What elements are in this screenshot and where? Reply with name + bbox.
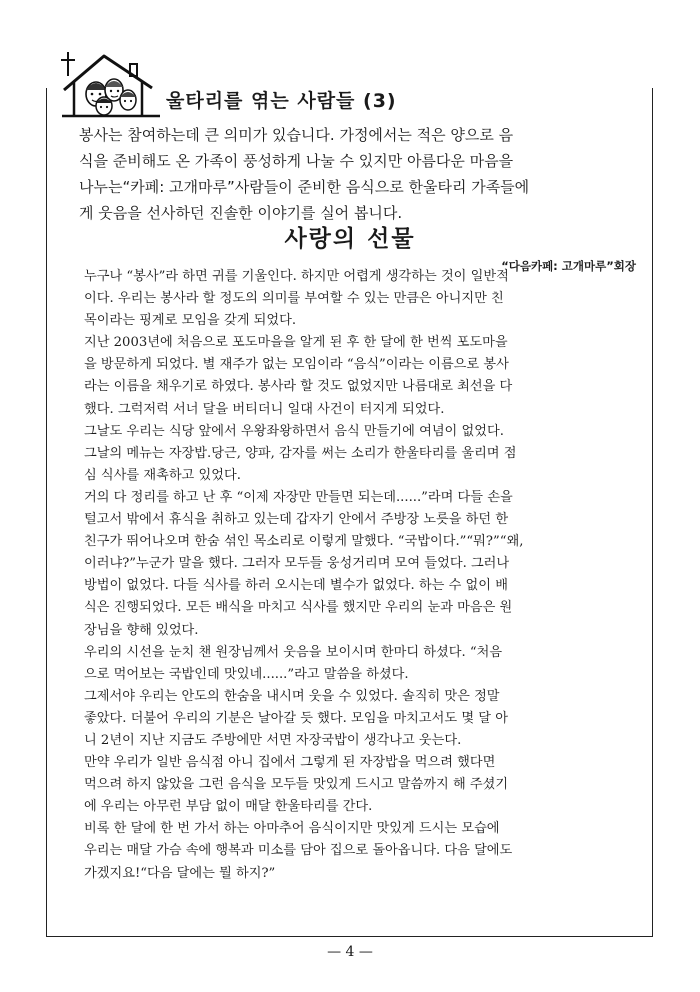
body-line: 가겠지요!“다음 달에는 뭘 하지?”: [84, 865, 276, 881]
body-line: 장님을 향해 있었다.: [84, 622, 199, 638]
body-line: 그날도 우리는 식당 앞에서 우왕좌왕하면서 음식 만들기에 여념이 없었다.: [84, 423, 504, 439]
body-line: 좋았다. 더불어 우리의 기분은 날아갈 듯 했다. 모임을 마치고서도 몇 달 아: [84, 710, 508, 726]
page-frame-bottom: [46, 936, 653, 937]
body-line: 비록 한 달에 한 번 가서 하는 아마추어 음식이지만 맛있게 드시는 모습에: [84, 821, 500, 837]
intro-line: 식을 준비해도 온 가족이 풍성하게 나눌 수 있지만 아름다운 마음을: [79, 152, 514, 170]
body-line: 목이라는 핑계로 모임을 갖게 되었다.: [84, 313, 297, 329]
body-line: 우리는 매달 가슴 속에 행복과 미소를 담아 집으로 돌아옵니다. 다음 달에도: [84, 843, 513, 859]
body-line: 방법이 없었다. 다들 식사를 하러 오시는데 별수가 없었다. 하는 수 없이 배: [84, 578, 508, 594]
page-frame-left: [46, 88, 47, 936]
house-family-logo-icon: [56, 50, 160, 118]
intro-paragraph: [79, 122, 635, 226]
intro-line: 나누는“카페: 고개마루”사람들이 준비한 음식으로 한울타리 가족들에: [79, 178, 530, 196]
story-title: 사랑의 선물: [284, 226, 416, 252]
body-line: 했다. 그럭저럭 서너 달을 버티더니 일대 사건이 터지게 되었다.: [84, 401, 445, 417]
body-line: 털고서 밖에서 휴식을 취하고 있는데 갑자기 안에서 주방장 노릇을 하던 한: [84, 512, 509, 528]
body-line: 으로 먹어보는 국밥인데 맛있네......”라고 말씀을 하셨다.: [84, 666, 409, 682]
body-line: 식은 진행되었다. 모든 배식을 마치고 식사를 했지만 우리의 눈과 마음은 원: [84, 600, 513, 616]
page-number: — 4 —: [327, 944, 373, 960]
story-byline: “다음카페: 고개마루”회장: [501, 259, 636, 273]
body-line: 라는 이름을 채우기로 하였다. 봉사라 할 것도 없었지만 나름대로 최선을 다: [84, 379, 513, 395]
body-line: 친구가 뛰어나오며 한숨 섞인 목소리로 이렇게 말했다. “국밥이다.”“뭐?”“왜,: [84, 534, 524, 550]
section-title: 울타리를 엮는 사람들 (3): [166, 90, 397, 112]
body-line: 이러냐?”누군가 말을 했다. 그러자 모두들 웅성거리며 모여 들었다. 그러나: [84, 556, 510, 572]
intro-line: 게 웃음을 선사하던 진솔한 이야기를 실어 봅니다.: [79, 204, 403, 222]
body-line: 에 우리는 아무런 부담 없이 매달 한울타리를 간다.: [84, 799, 373, 815]
body-line: 심 식사를 재촉하고 있었다.: [84, 467, 241, 483]
body-line: 니 2년이 지난 지금도 주방에만 서면 자장국밥이 생각나고 웃는다.: [84, 732, 462, 748]
body-line: 그제서야 우리는 안도의 한숨을 내시며 웃을 수 있었다. 솔직히 맛은 정말: [84, 688, 500, 704]
page-frame-right: [652, 88, 653, 936]
body-line: 우리의 시선을 눈치 챈 원장님께서 웃음을 보이시며 한마디 하셨다. “처음: [84, 644, 503, 660]
body-line: 누구나 “봉사”라 하면 귀를 기울인다. 하지만 어렵게 생각하는 것이 일반적: [84, 269, 509, 284]
story-body: [84, 266, 636, 885]
body-line: 그날의 메뉴는 자장밥.당근, 양파, 감자를 써는 소리가 한울타리를 울리며 점: [84, 445, 517, 461]
body-line: 거의 다 정리를 하고 난 후 “이제 자장만 만들면 되는데......”라며 다들 손을: [84, 489, 513, 505]
body-line: 먹으려 하지 않았을 그런 음식을 모두들 맛있게 드시고 말씀까지 해 주셨기: [84, 777, 509, 793]
body-line: 이다. 우리는 봉사라 할 정도의 의미를 부여할 수 있는 만큼은 아니지만 친: [84, 291, 504, 307]
body-line: 만약 우리가 일반 음식점 아니 집에서 그렇게 된 자장밥을 먹으려 했다면: [84, 755, 496, 771]
body-line: 을 방문하게 되었다. 별 재주가 없는 모임이라 “음식”이라는 이름으로 봉사: [84, 357, 509, 373]
body-line: 지난 2003년에 처음으로 포도마을을 알게 된 후 한 달에 한 번씩 포도마을: [84, 335, 508, 351]
intro-line: 봉사는 참여하는데 큰 의미가 있습니다. 가정에서는 적은 양으로 음: [79, 126, 514, 144]
